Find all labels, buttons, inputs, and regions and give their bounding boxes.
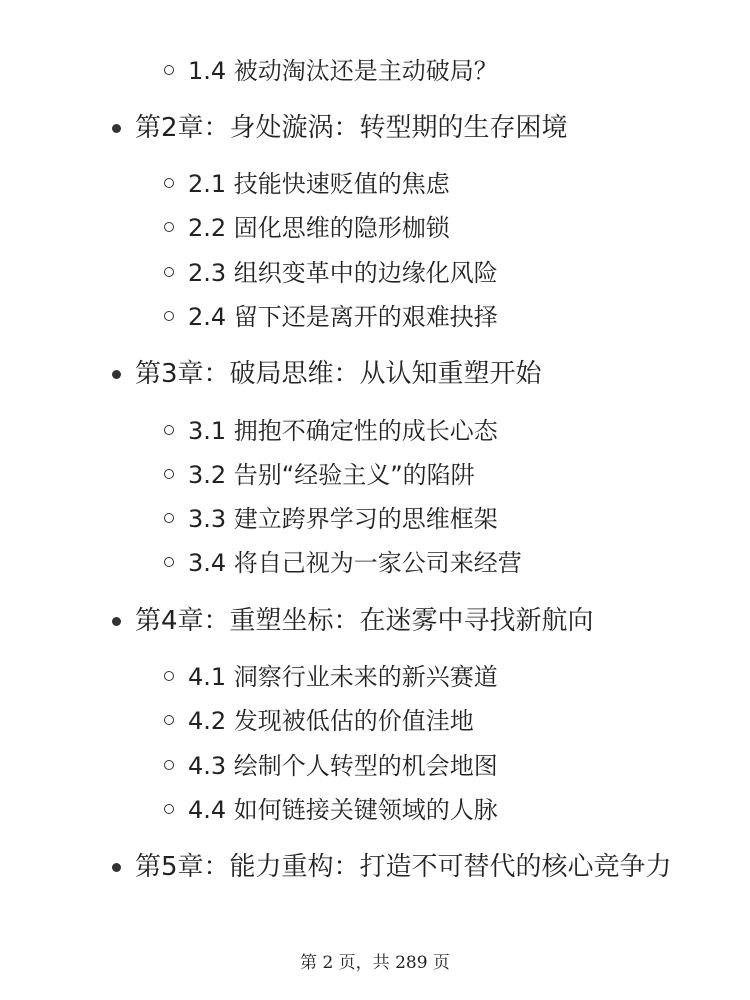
filled-bullet-icon: [112, 863, 121, 872]
toc-subsection-text: 4.3 绘制个人转型的机会地图: [188, 752, 498, 780]
toc-subsection-1-4[interactable]: [164, 51, 498, 91]
toc-subsection-2-4[interactable]: [164, 297, 498, 337]
toc-subsection-4-1[interactable]: [164, 657, 498, 697]
circle-bullet-icon: [164, 311, 174, 321]
toc-subsection-text: 2.2 固化思维的隐形枷锁: [188, 214, 450, 242]
circle-bullet-icon: [164, 222, 174, 232]
toc-subsection-text: 3.4 将自己视为一家公司来经营: [188, 549, 522, 577]
circle-bullet-icon: [164, 178, 174, 188]
toc-chapter-4[interactable]: [112, 599, 672, 643]
circle-bullet-icon: [164, 671, 174, 681]
toc-chapter-text: 第3章：破局思维：从认知重塑开始: [135, 359, 542, 389]
toc-subsection-4-2[interactable]: [164, 701, 474, 741]
toc-chapter-text: 第2章：身处漩涡：转型期的生存困境: [135, 113, 568, 143]
toc-chapter-3[interactable]: [112, 352, 672, 396]
toc-subsection-text: 3.1 拥抱不确定性的成长心态: [188, 417, 498, 445]
toc-subsection-text: 1.4 被动淘汰还是主动破局？: [188, 57, 498, 85]
toc-subsection-3-1[interactable]: [164, 411, 498, 451]
toc-subsection-3-4[interactable]: [164, 543, 522, 583]
toc-subsection-2-1[interactable]: [164, 164, 450, 204]
page-number-footer: 第 2 页，共 289 页: [300, 953, 450, 973]
circle-bullet-icon: [164, 804, 174, 814]
toc-subsection-4-3[interactable]: [164, 746, 498, 786]
toc-subsection-3-3[interactable]: [164, 499, 498, 539]
circle-bullet-icon: [164, 65, 174, 75]
circle-bullet-icon: [164, 760, 174, 770]
toc-subsection-text: 4.1 洞察行业未来的新兴赛道: [188, 663, 498, 691]
circle-bullet-icon: [164, 557, 174, 567]
toc-subsection-text: 3.2 告别“经验主义”的陷阱: [188, 461, 475, 489]
toc-subsection-text: 3.3 建立跨界学习的思维框架: [188, 505, 498, 533]
toc-subsection-4-4[interactable]: [164, 790, 498, 830]
toc-subsection-text: 4.2 发现被低估的价值洼地: [188, 707, 474, 735]
toc-subsection-text: 4.4 如何链接关键领域的人脉: [188, 796, 498, 824]
toc-subsection-2-2[interactable]: [164, 208, 450, 248]
toc-subsection-text: 2.1 技能快速贬值的焦虑: [188, 170, 450, 198]
toc-chapter-2[interactable]: [112, 106, 672, 150]
circle-bullet-icon: [164, 715, 174, 725]
circle-bullet-icon: [164, 425, 174, 435]
filled-bullet-icon: [112, 124, 121, 133]
toc-subsection-2-3[interactable]: [164, 253, 498, 293]
filled-bullet-icon: [112, 617, 121, 626]
toc-chapter-text: 第4章：重塑坐标：在迷雾中寻找新航向: [135, 606, 594, 636]
circle-bullet-icon: [164, 469, 174, 479]
toc-subsection-text: 2.3 组织变革中的边缘化风险: [188, 259, 498, 287]
filled-bullet-icon: [112, 370, 121, 379]
toc-subsection-3-2[interactable]: [164, 455, 475, 495]
circle-bullet-icon: [164, 513, 174, 523]
toc-chapter-5[interactable]: [112, 845, 672, 889]
toc-chapter-text: 第5章：能力重构：打造不可替代的核心竞争力: [135, 852, 672, 882]
toc-subsection-text: 2.4 留下还是离开的艰难抉择: [188, 303, 498, 331]
circle-bullet-icon: [164, 267, 174, 277]
